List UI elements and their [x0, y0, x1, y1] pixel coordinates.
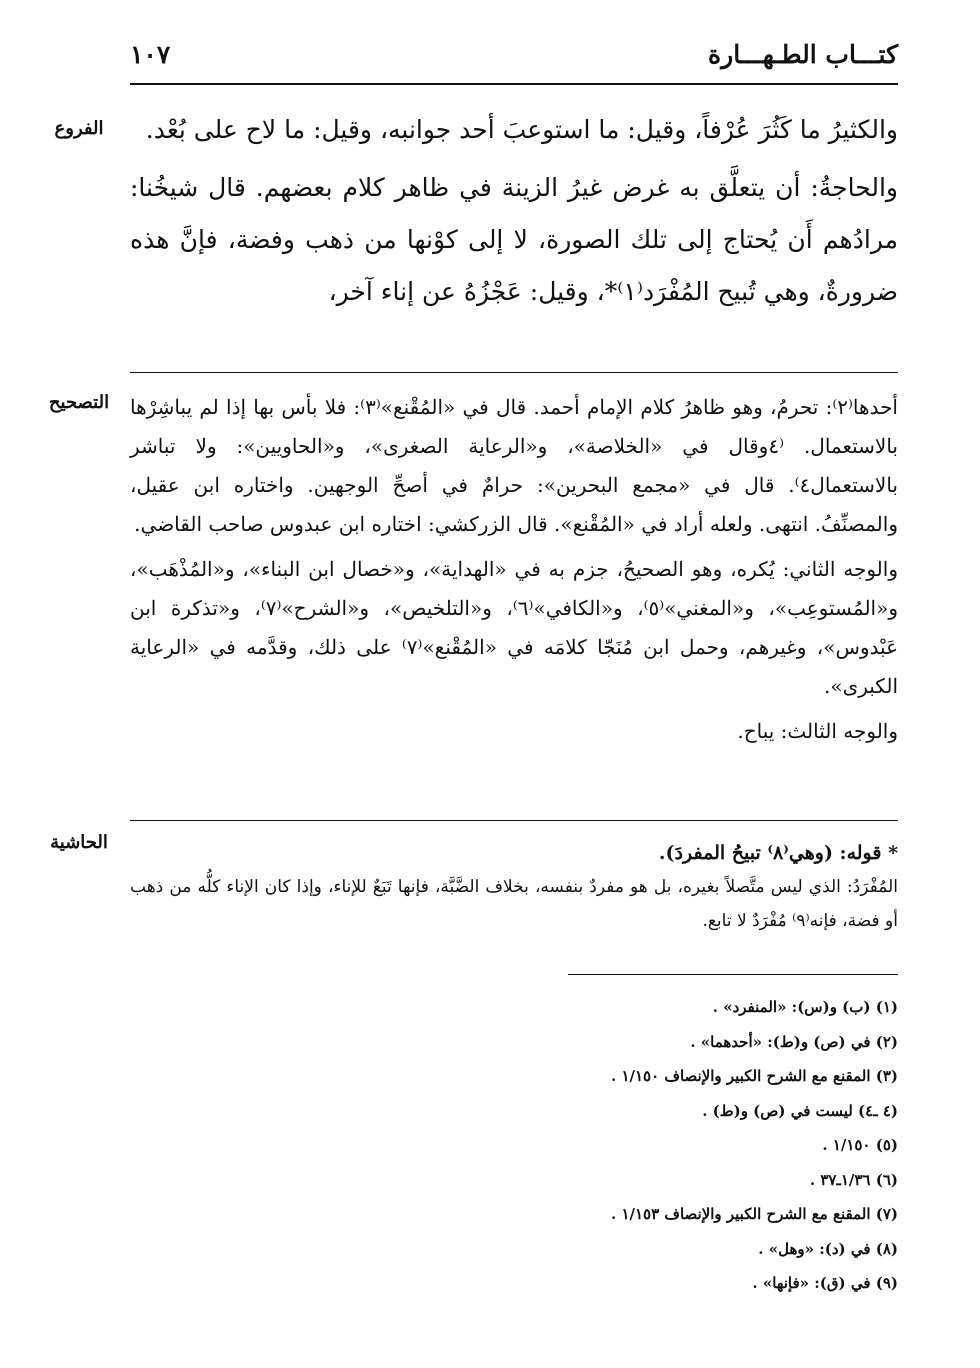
footnote: (١) (ب) و(س): «المنفرد» . — [712, 998, 898, 1016]
section-label-tashih: التصحيح — [48, 392, 110, 413]
hashiya-body: المُفْرَدُ: الذي ليس متَّصلاً بغيره، بل هو مفردٌ بنفسه، بخلاف الضَّبَّة، فإنها تَبَعٌ للإناء، وإذا كان الإناء كلُّه من ذهب أو فضة، فإنه⁽٩⁾ مُفْرَدٌ لا تابع. — [130, 877, 898, 931]
footnote: (٨) في (د): «وهل» . — [758, 1239, 898, 1258]
main-text — [130, 104, 898, 318]
running-header-title: كتـــاب الطـهـــارة — [708, 40, 898, 69]
hashiya-headline: * قوله: (وهي⁽٨⁾ تبيحُ المفردَ). — [658, 842, 898, 864]
footnote: (٥) ١/١٥٠ . — [822, 1136, 898, 1154]
page-number: ١٠٧ — [130, 40, 171, 69]
footnote: (٤ ـ٤) ليست في (ص) و(ط) . — [702, 1101, 898, 1120]
footnote: (٦) ١/٣٦ـ٣٧ . — [809, 1170, 898, 1189]
tashih-paragraph-3: والوجه الثالث: يباح. — [737, 719, 898, 743]
footnote: (٩) في (ق): «فإنها» . — [752, 1274, 898, 1292]
footnote: (٣) المقنع مع الشرح الكبير والإنصاف ١/١٥٠ . — [611, 1067, 898, 1085]
footnotes — [130, 990, 898, 1301]
section-divider-tashih — [130, 372, 898, 373]
section-label-hashiya: الحاشية — [50, 832, 108, 853]
footnote: (٢) في (ص) و(ط): «أحدهما» . — [690, 1032, 898, 1051]
footnote-rule — [568, 974, 898, 975]
section-label-furu: الفروع — [54, 118, 104, 139]
section-divider-hashiya — [130, 820, 898, 821]
footnote: (٧) المقنع مع الشرح الكبير والإنصاف ١/١٥٣ . — [611, 1205, 898, 1223]
tashih-paragraph-2: والوجه الثاني: يُكره، وهو الصحيحُ، جزم به في «الهداية»، و«خصال ابن البناء»، و«المُذْهَب»، و«المُستوعِب»، و«المغني»⁽٥⁾، و«الكافي»⁽٦⁾، و«التلخيص»، و«الشرح»⁽٧⁾، و«تذكرة ابن عَبْدوس»، وغيرهم، وحمل ابن مُنَجّا كلامَه في «المُقْنع»⁽٧⁾ على ذلك، وقدَّمه في «الرعاية الكبرى». — [130, 557, 898, 698]
tashih-text — [130, 388, 898, 751]
tashih-paragraph-1: أحدها⁽٢⁾: تحرمُ، وهو ظاهرُ كلام الإمام أحمد. قال في «المُقْنع»⁽٣⁾: فلا بأس بها إذا لم يباشِرْها بالاستعمال. ⁽٤وقال في «الخلاصة»، و«الرعاية الصغرى»، و«الحاويين»: ولا تباشر بالاستعمال٤⁾. قال في «مجمع البحرين»: حرامٌ في أصحِّ الوجهين. واختاره ابن عقيل، والمصنِّفُ. انتهى. ولعله أراد في «المُقْنع». قال الزركشي: اختاره ابن عبدوس صاحب القاضي. — [130, 395, 898, 536]
main-paragraph-2: والحاجةُ: أن يتعلَّق به غرض غيرُ الزينة في ظاهر كلام بعضهم. قال شيخُنا: مرادُهم أَن يُحتاج إلى تلك الصورة، لا إلى كوْنها من ذهب وفضة، فإنَّ هذه ضرورةٌ، وهي تُبيح المُفْرَد⁽١⁾*، وقيل: عَجْزُهُ عن إناء آخر، — [130, 173, 898, 306]
hashiya-text — [130, 836, 898, 938]
main-paragraph-1: والكثيرُ ما كَثُرَ عُرْفاً، وقيل: ما استوعبَ أحد جوانبه، وقيل: ما لاح على بُعْد. — [145, 115, 898, 144]
header-rule — [130, 83, 898, 85]
